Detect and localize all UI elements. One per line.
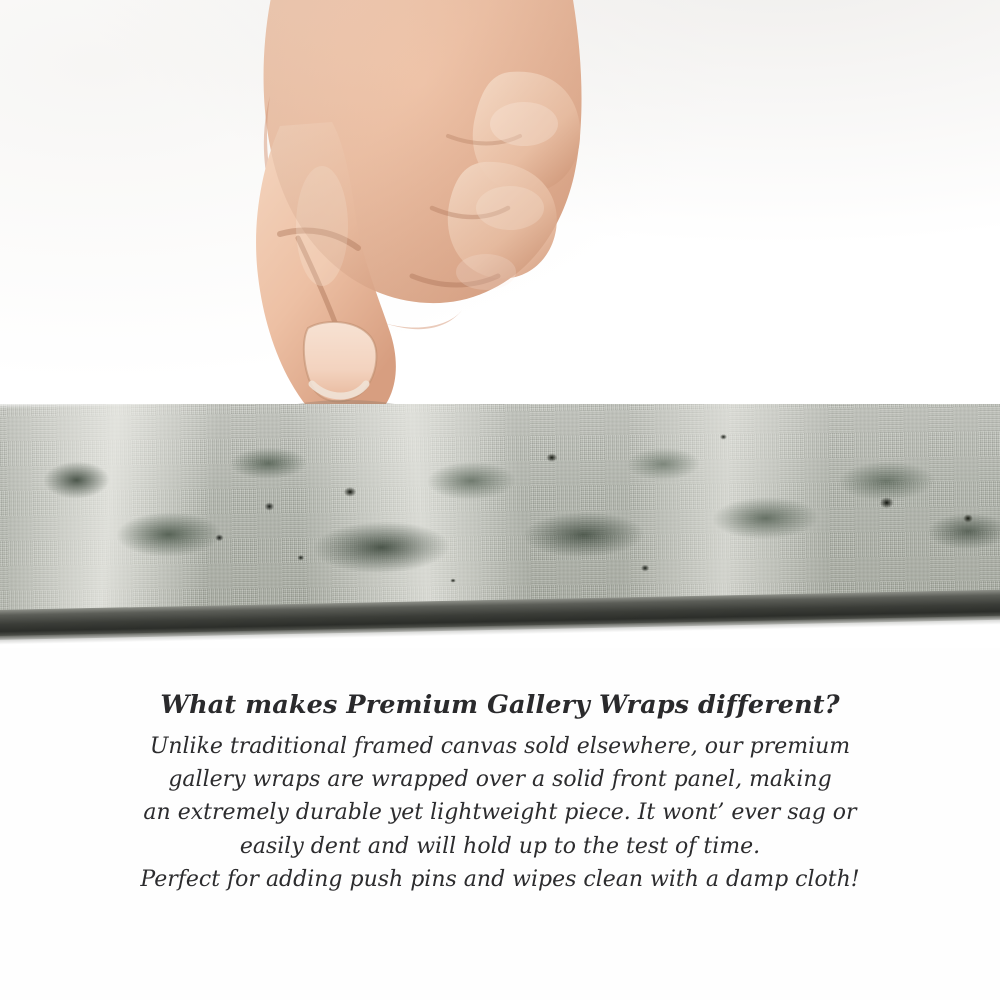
- canvas-paint-speckles: [0, 404, 1000, 620]
- caption-body: [0, 730, 1000, 897]
- caption-line: Unlike traditional framed canvas sold elsewhere, our premium: [149, 733, 851, 759]
- caption-title: What makes Premium Gallery Wraps different?: [160, 690, 840, 720]
- caption-line: an extremely durable yet lightweight piece. It wont’ ever sag or: [143, 800, 857, 826]
- caption-line: easily dent and will hold up to the test of time.: [239, 833, 761, 859]
- caption-line: Perfect for adding push pins and wipes clean with a damp cloth!: [140, 867, 860, 893]
- canvas-edge-icon: [0, 404, 1000, 648]
- caption-block: [0, 690, 1000, 897]
- caption-line: gallery wraps are wrapped over a solid front panel, making: [168, 767, 832, 793]
- hand-pressing-icon: [112, 0, 632, 436]
